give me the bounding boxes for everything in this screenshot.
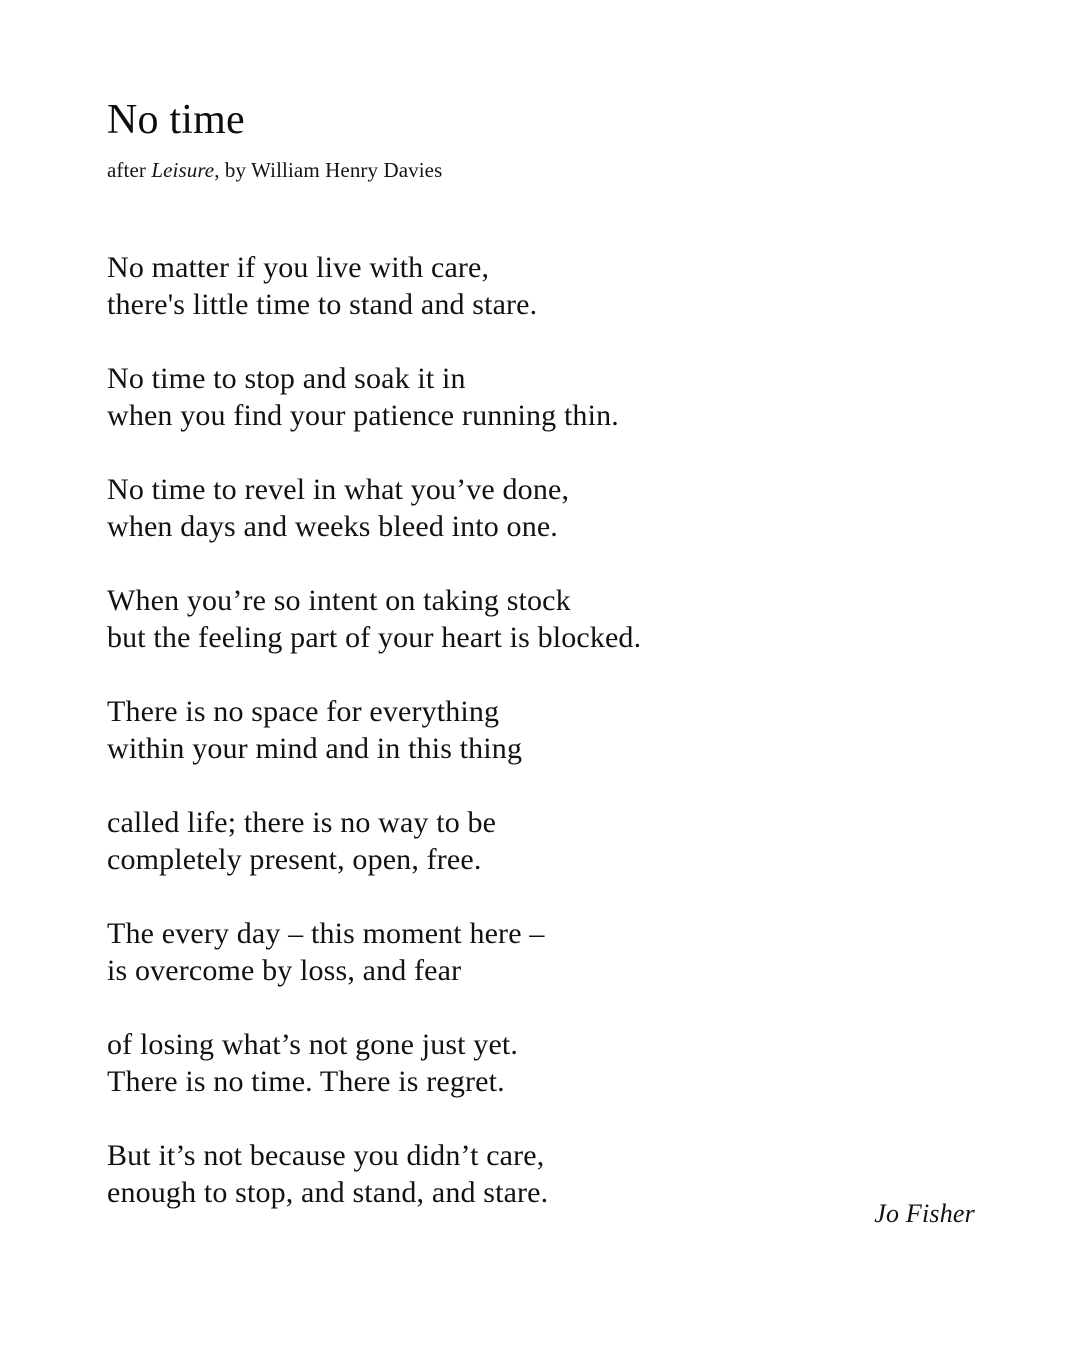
poem-line: within your mind and in this thing (107, 732, 523, 765)
stanza (107, 471, 967, 545)
poem-line: completely present, open, free. (107, 843, 482, 876)
poem-line: called life; there is no way to be (107, 806, 497, 839)
poem-line: there's little time to stand and stare. (107, 288, 538, 321)
subtitle-suffix: , by William Henry Davies (214, 157, 443, 182)
subtitle-prefix: after (107, 157, 152, 182)
page-title: No time (107, 97, 245, 143)
poem-line: There is no space for everything (107, 695, 500, 728)
poem-line: No matter if you live with care, (107, 251, 490, 284)
stanza (107, 1137, 967, 1211)
stanza (107, 1026, 967, 1100)
stanza (107, 582, 967, 656)
poem-line: There is no time. There is regret. (107, 1065, 505, 1098)
poem-line: But it’s not because you didn’t care, (107, 1139, 545, 1172)
author-attribution: Jo Fisher (874, 1199, 975, 1228)
poem-line: of losing what’s not gone just yet. (107, 1028, 519, 1061)
stanza (107, 804, 967, 878)
poem-line: When you’re so intent on taking stock (107, 584, 571, 617)
poem-line: when days and weeks bleed into one. (107, 510, 558, 543)
subtitle-source-title: Leisure (151, 157, 215, 182)
poem-line: The every day – this moment here – (107, 917, 545, 950)
stanza (107, 693, 967, 767)
stanza (107, 249, 967, 323)
poem-line: when you find your patience running thin. (107, 399, 619, 432)
poem-line: but the feeling part of your heart is blocked. (107, 621, 642, 654)
stanza (107, 360, 967, 434)
poem-line: is overcome by loss, and fear (107, 954, 462, 987)
stanza (107, 915, 967, 989)
poem-subtitle (107, 157, 967, 183)
poem-header (107, 98, 967, 183)
poem-line: No time to stop and soak it in (107, 362, 466, 395)
poem-line: No time to revel in what you’ve done, (107, 473, 570, 506)
poem-body (107, 249, 967, 1211)
poem-line: enough to stop, and stand, and stare. (107, 1176, 549, 1209)
